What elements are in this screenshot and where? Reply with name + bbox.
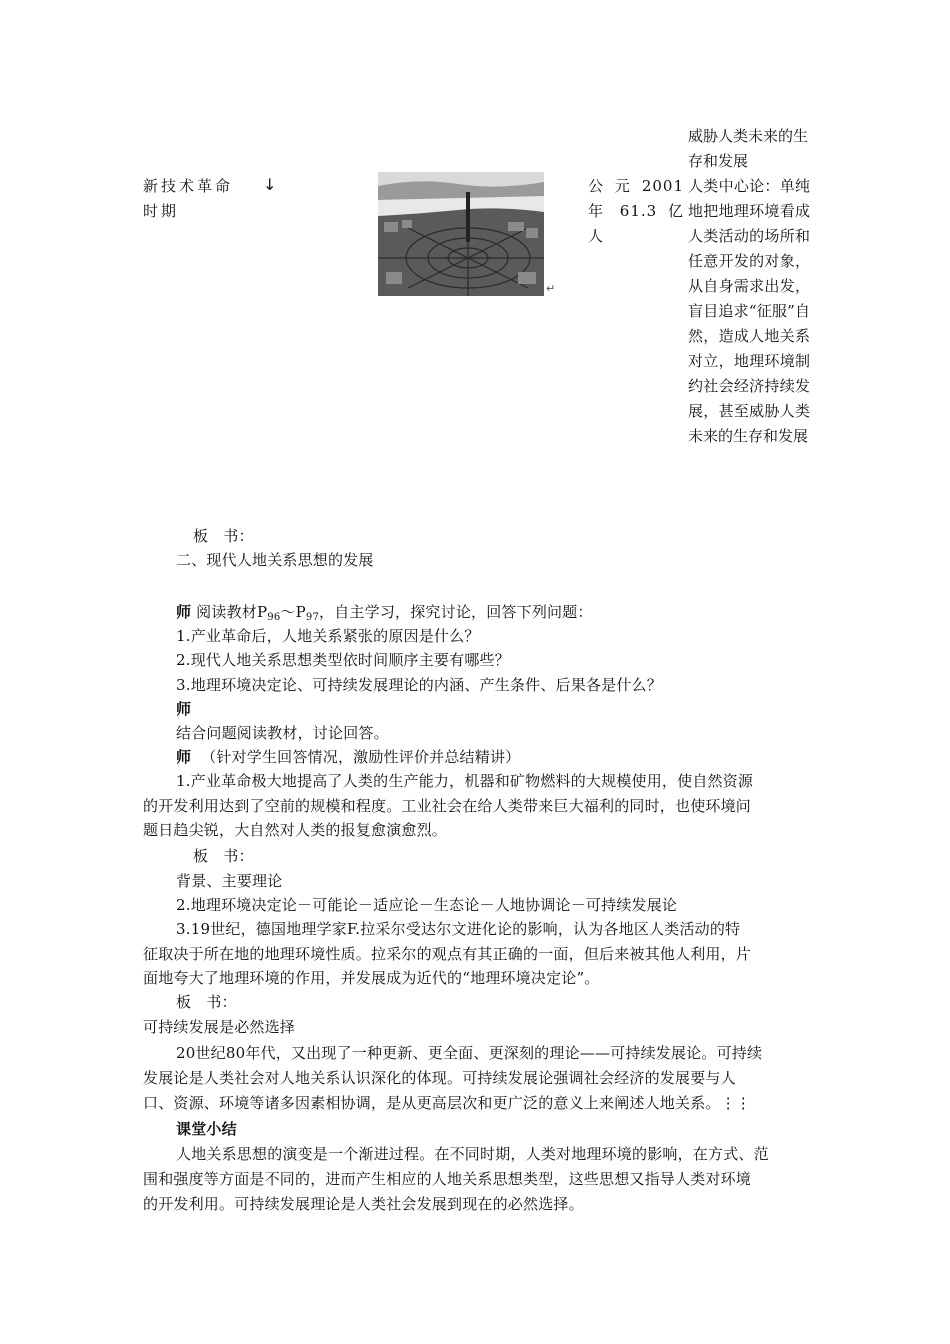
summary-line-2: 围和强度等方面是不同的，进而产生相应的人地关系思想类型，这些思想又指导人类对环境: [143, 1170, 752, 1188]
thought-cell: [688, 174, 810, 449]
sustain-line-2: 发展论是人类社会对人地关系认识深化的体现。可持续发展论强调社会经济的发展要与人: [143, 1069, 736, 1087]
thought-text: 人类中心论：单纯地把地理环境看成人类活动的场所和任意开发的对象，从自身需求出发，盲目追求“征服”自然，造成人地关系对立，地理环境制约社会经济持续发展，甚至威胁人类未来的生存和发展: [688, 177, 810, 445]
blackboard-text-2: 背景、主要理论: [176, 872, 283, 890]
period-cell: [143, 174, 248, 224]
summary-title: 课堂小结: [176, 1120, 237, 1138]
teacher-summary-text: （针对学生回答情况，激励性评价并总结精讲）: [201, 748, 521, 766]
question-3: 3.地理环境决定论、可持续发展理论的内涵、产生条件、后果各是什么？: [176, 676, 662, 694]
down-arrow-icon: ↓: [263, 175, 277, 194]
return-mark-icon: ↵: [546, 282, 556, 295]
section-title: 二、现代人地关系思想的发展: [176, 551, 374, 569]
answer-3-line-3: 面地夸大了地理环境的作用，并发展成为近代的“地理环境决定论”。: [143, 969, 600, 987]
city-sketch-image: [378, 172, 544, 296]
top-fragment-cell: [688, 124, 810, 174]
speaker-label: 师: [176, 603, 192, 621]
page-end: 97: [305, 612, 320, 623]
period-text: 新技术革命时期: [143, 177, 234, 220]
student-text: 结合问题阅读教材，讨论回答。: [176, 724, 389, 742]
answer-3-line-1: 3.19世纪，德国地理学家F.拉采尔受达尔文进化论的影响，认为各地区人类活动的特: [176, 920, 741, 938]
blackboard-text-3: 可持续发展是必然选择: [143, 1018, 296, 1036]
answer-3-line-2: 征取决于所在地的地理环境性质。拉采尔的观点有其正确的一面，但后来被其他人利用，片: [143, 945, 752, 963]
summary-line-1: 人地关系思想的演变是一个渐进过程。在不同时期，人类对地理环境的影响，在方式、范: [176, 1145, 769, 1163]
population-cell: [588, 174, 684, 249]
intro-text-b: ～P: [280, 603, 306, 621]
intro-text-c: ，自主学习，探究讨论，回答下列问题：: [319, 603, 593, 621]
speaker-label-3: 师: [176, 748, 192, 766]
top-fragment-text: 威胁人类未来的生存和发展: [688, 127, 809, 170]
sustain-line-3: 口、资源、环境等诸多因素相协调，是从更高层次和更广泛的意义上来阐述人地关系。⋮⋮: [143, 1094, 752, 1112]
blackboard-label-2: 板 书：: [193, 847, 254, 865]
sustain-line-1: 20世纪80年代，又出现了一种更新、更全面、更深刻的理论——可持续发展论。可持续: [176, 1044, 763, 1062]
page-start: 96: [267, 612, 281, 623]
intro-text-a: 阅读教材P: [196, 603, 268, 621]
question-2: 2.现代人地关系思想类型依时间顺序主要有哪些？: [176, 651, 510, 669]
population-text: 公 元 2001年 61.3 亿人: [588, 177, 684, 245]
summary-line-3: 的开发利用。可持续发展理论是人类社会发展到现在的必然选择。: [143, 1195, 584, 1213]
city-sketch-svg: [378, 172, 544, 296]
answer-1-line-3: 题日趋尖锐，大自然对人类的报复愈演愈烈。: [143, 821, 448, 839]
teacher-summary: [176, 746, 520, 768]
speaker-label-2: 师: [176, 700, 192, 718]
question-1: 1.产业革命后，人地关系紧张的原因是什么？: [176, 627, 480, 645]
blackboard-label: 板 书：: [193, 527, 254, 545]
blackboard-label-3: 板 书：: [176, 993, 237, 1011]
answer-2: 2.地理环境决定论－可能论－适应论－生态论－人地协调论－可持续发展论: [176, 896, 678, 914]
answer-1-line-1: 1.产业革命极大地提高了人类的生产能力，机器和矿物燃料的大规模使用，使自然资源: [176, 772, 754, 790]
answer-1-line-2: 的开发利用达到了空前的规模和程度。工业社会在给人类带来巨大福利的同时，也使环境问: [143, 797, 752, 815]
